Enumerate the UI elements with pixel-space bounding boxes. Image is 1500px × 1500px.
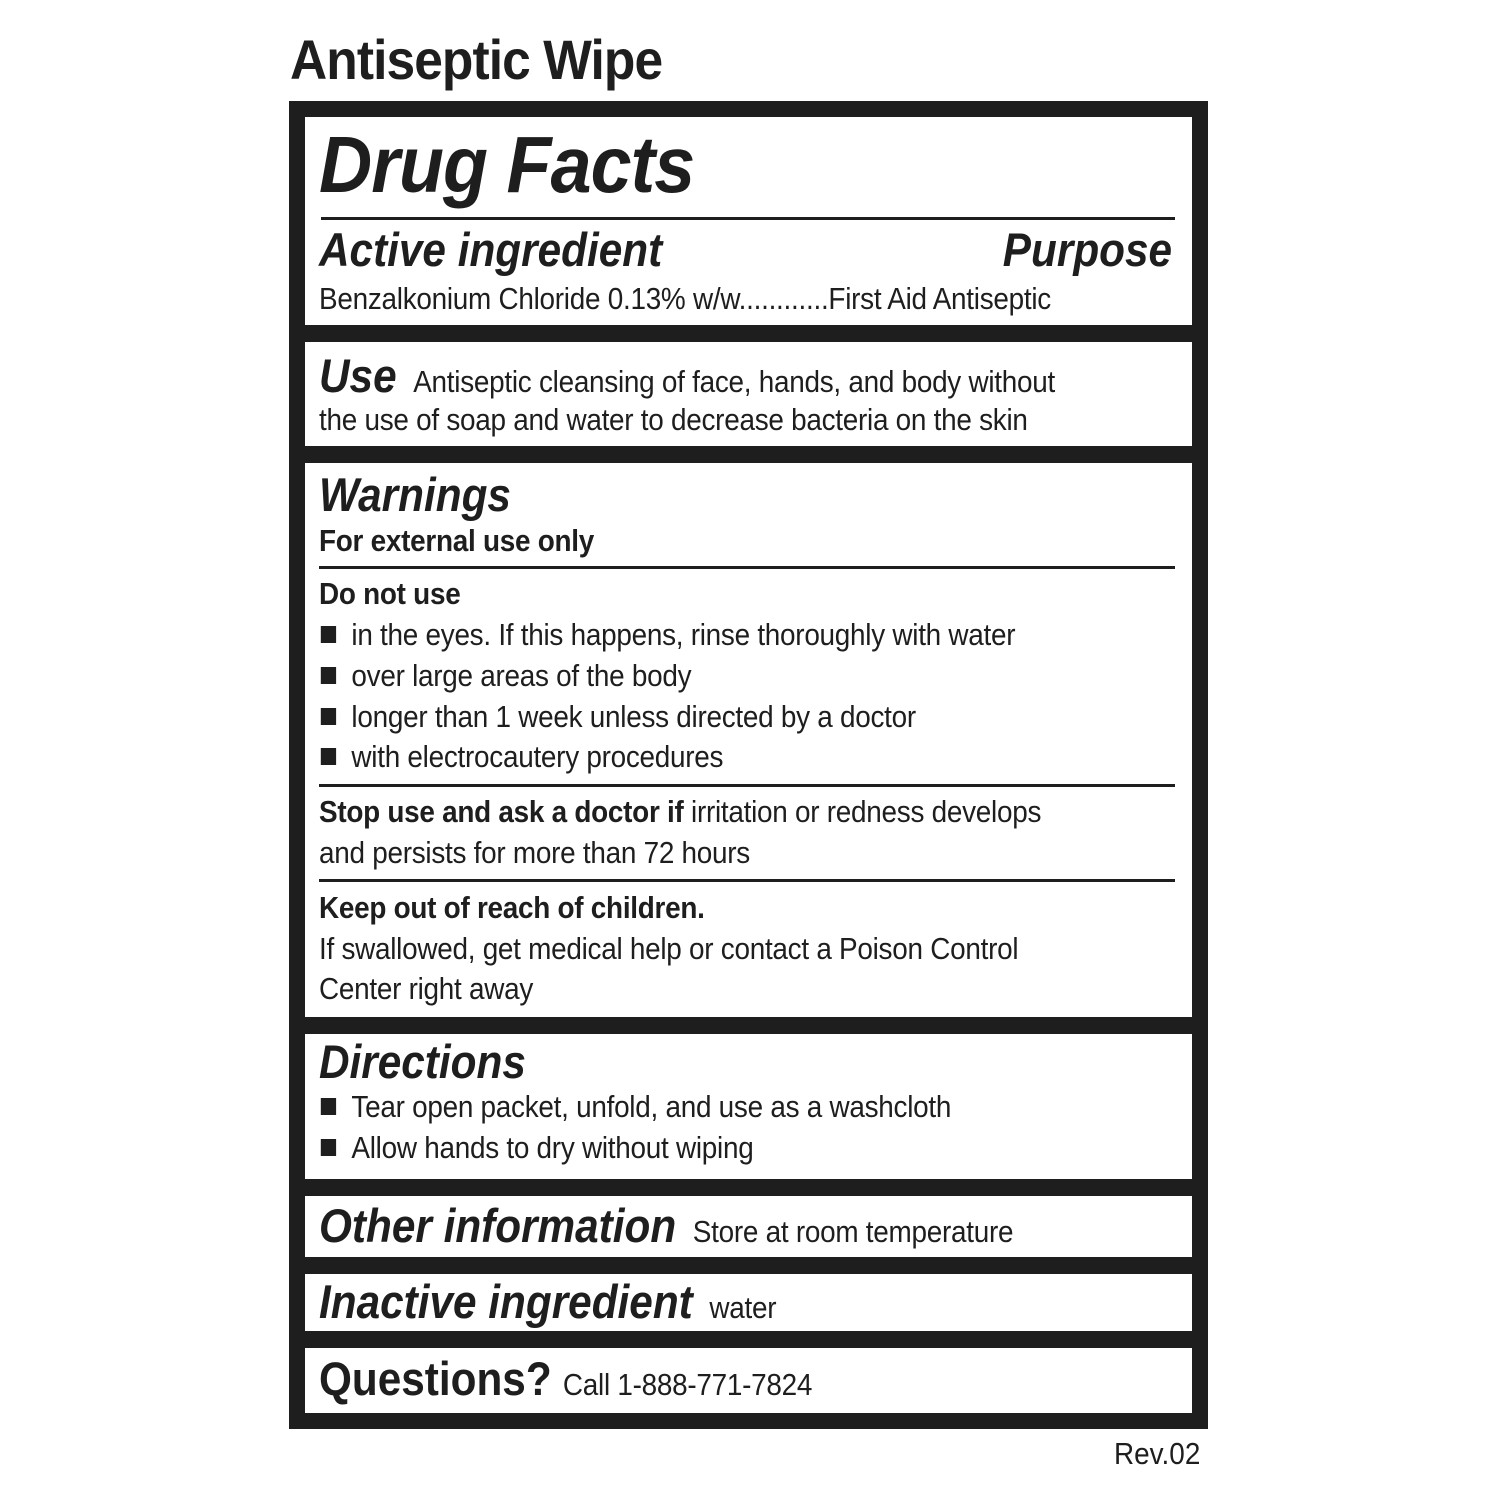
external-use-text: For external use only: [319, 523, 594, 558]
bullet-square-icon: [321, 708, 336, 725]
use-text-line1: Antiseptic cleansing of face, hands, and body without: [413, 364, 1055, 399]
warnings-rule-2: [319, 784, 1175, 787]
product-title: Antiseptic Wipe: [290, 28, 663, 91]
active-ingredient-line: Benzalkonium Chloride 0.13% w/w............First Aid Antiseptic: [319, 281, 1051, 316]
warnings-rule-1: [319, 566, 1175, 569]
revision-label: Rev.02: [1114, 1436, 1201, 1471]
directions-section: [305, 1034, 1192, 1179]
inactive-ingredient-label: Inactive ingredient: [319, 1275, 693, 1328]
list-item: Tear open packet, unfold, and use as a washcloth: [319, 1086, 951, 1127]
stop-use-line1: [319, 791, 1041, 832]
list-item: Allow hands to dry without wiping: [319, 1127, 753, 1168]
use-text-line2: the use of soap and water to decrease bacteria on the skin: [319, 402, 1028, 437]
questions-label: Questions?: [319, 1352, 552, 1405]
list-item: with electrocautery procedures: [319, 736, 723, 777]
drug-facts-heading: Drug Facts: [319, 120, 695, 209]
warnings-rule-3: [319, 879, 1175, 882]
bullet-square-icon: [321, 1098, 336, 1115]
list-item: longer than 1 week unless directed by a doctor: [319, 696, 916, 737]
other-information-label: Other information: [319, 1199, 677, 1252]
directions-label: Directions: [319, 1035, 526, 1088]
questions-phone: Call 1-888-771-7824: [562, 1367, 813, 1402]
inactive-ingredient-text: water: [709, 1290, 777, 1325]
use-section: [305, 342, 1192, 446]
drug-facts-panel: [289, 101, 1208, 1429]
purpose-label: Purpose: [1002, 223, 1172, 276]
stop-use-line2: and persists for more than 72 hours: [319, 835, 750, 870]
other-information-text: Store at room temperature: [692, 1214, 1014, 1249]
use-label: Use: [319, 349, 397, 402]
keep-out-line1: If swallowed, get medical help or contact a Poison Control: [319, 931, 1019, 966]
inactive-ingredient-section: [305, 1274, 1192, 1331]
do-not-use-label: Do not use: [319, 576, 461, 611]
bullet-square-icon: [321, 748, 336, 765]
questions-section: [305, 1348, 1192, 1413]
heading-rule: [321, 217, 1175, 220]
active-ingredient-section: [305, 117, 1192, 325]
warnings-section: [305, 463, 1192, 1017]
active-ingredient-label: Active ingredient: [319, 223, 663, 276]
list-item: over large areas of the body: [319, 655, 691, 696]
keep-out-line2: Center right away: [319, 971, 534, 1006]
bullet-square-icon: [321, 626, 336, 643]
keep-out-label: Keep out of reach of children.: [319, 890, 705, 925]
list-item: in the eyes. If this happens, rinse thoroughly with water: [319, 614, 1015, 655]
other-information-section: [305, 1196, 1192, 1257]
bullet-square-icon: [321, 1139, 336, 1156]
warnings-label: Warnings: [319, 468, 511, 521]
stop-use-text: irritation or redness develops: [691, 794, 1042, 829]
stop-use-label: Stop use and ask a doctor if: [319, 794, 684, 829]
bullet-square-icon: [321, 667, 336, 684]
